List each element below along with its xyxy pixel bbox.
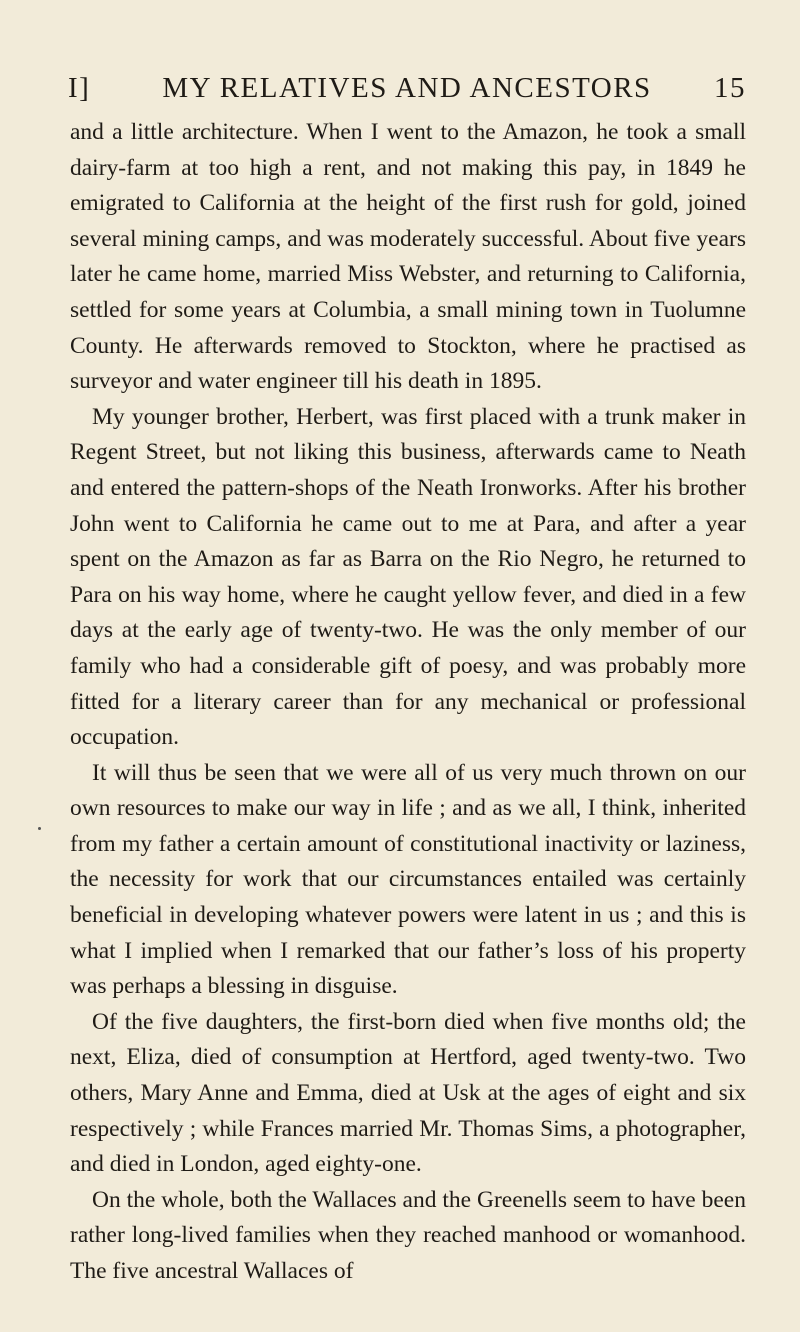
chapter-marker: I] xyxy=(68,72,91,104)
paragraph-1: and a little architecture. When I went to the Amazon, he took a small dairy-farm at too high a rent, and not making this pay, in 1849 he emigrated to California at the height of the first rush for gold, joined several mining camps, and was moderately successful. About five years later he came home, married Miss Webster, and returning to California, settled for some years at Columbia, a small mining town in Tuolumne County. He afterwards removed to Stockton, where he practised as surveyor and water engineer till his death in 1895. xyxy=(70,119,746,395)
paragraph-2: My younger brother, Herbert, was first placed with a trunk maker in Regent Street, but not liking this business, afterwards came to Neath and entered the pattern-shops of the Neath Ironworks. After his brother John went to California he came out to me at Para, and after a year spent on the Amazon as far as Barra on the Rio Negro, he returned to Para on his way home, where he caught yellow fever, and died in a few days at the early age of twenty-two. He was the only member of our family who had a considerable gift of poesy, and was probably more fitted for a literary career than for any mechanical or professional occupation. xyxy=(70,403,746,751)
paragraph-3: It will thus be seen that we were all of us very much thrown on our own resources to make our way in life ; and as we all, I think, inherited from my father a certain amount of constitutional inactivity or laziness, the necessity for work that our circumstances entailed was certainly beneficial in developing whatever powers were latent in us ; and this is what I implied when I remarked that our father’s loss of his property was perhaps a blessing in disguise. xyxy=(70,759,746,1000)
body-text xyxy=(70,115,746,1290)
paragraph-4: Of the five daughters, the first-born died when five months old; the next, Eliza, died of consumption at Hertford, aged twenty-two. Two others, Mary Anne and Emma, died at Usk at the ages of eight and six respectively ; while Frances married Mr. Thomas Sims, a photographer, and died in London, aged eighty-one. xyxy=(70,1008,746,1178)
margin-speck xyxy=(38,827,41,830)
page-number: 15 xyxy=(714,72,746,104)
paragraph-5: On the whole, both the Wallaces and the Greenells seem to have been rather long-lived families when they reached manhood or womanhood. The five ancestral Wallaces of xyxy=(70,1186,746,1284)
running-title: MY RELATIVES AND ANCESTORS xyxy=(162,72,652,104)
running-head xyxy=(68,72,746,112)
